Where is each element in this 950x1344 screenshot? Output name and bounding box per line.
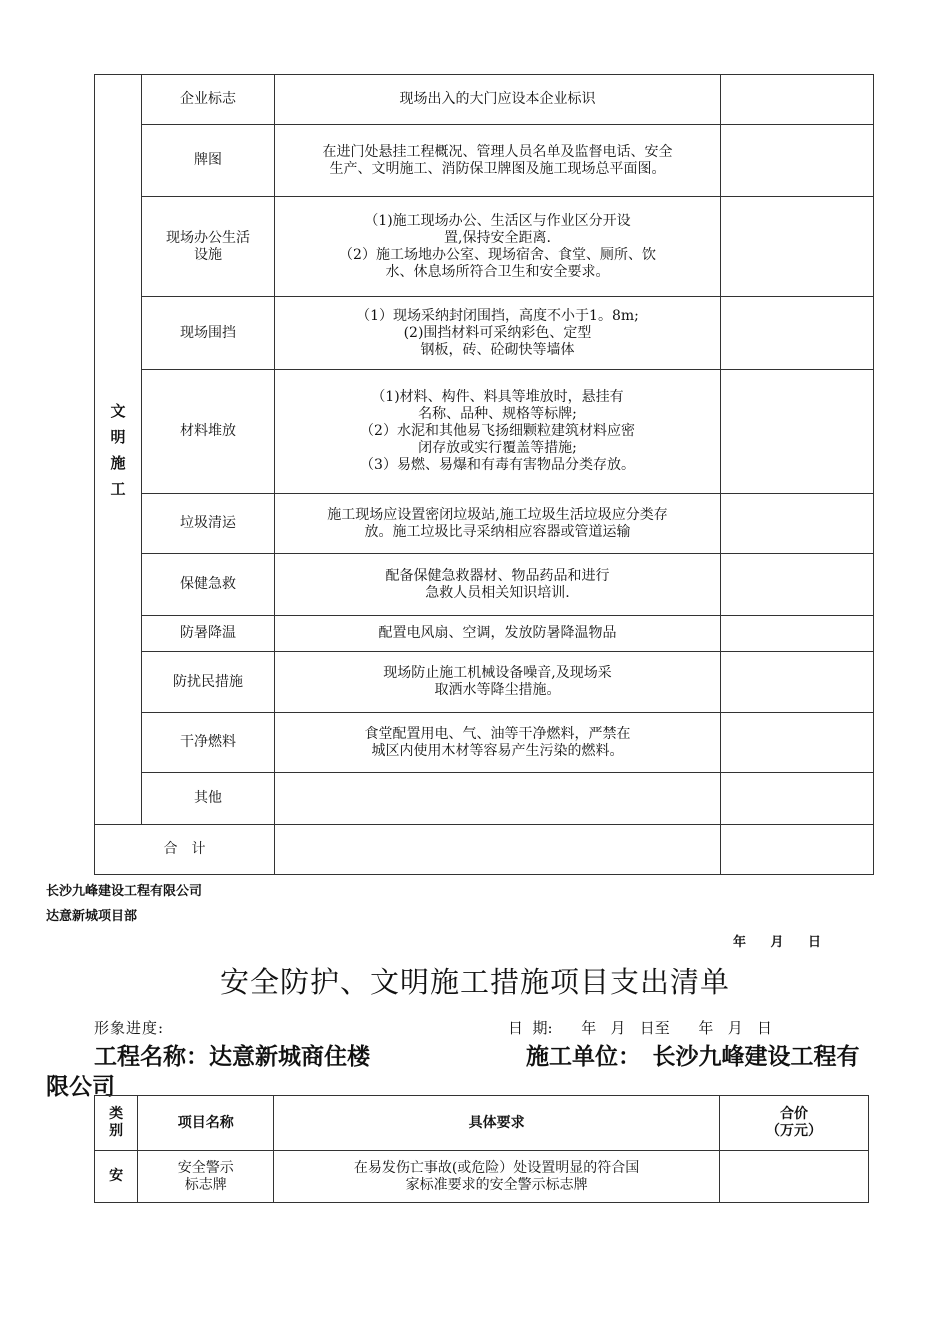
req-line: 闭存放或实行覆盖等措施;	[418, 440, 577, 456]
row-requirement	[274, 1151, 720, 1203]
category-char: 施	[110, 453, 126, 472]
header-requirement: 具体要求	[274, 1096, 720, 1151]
req-line: （2）施工场地办公室、现场宿舍、食堂、厕所、饮	[339, 246, 656, 263]
req-line: （1)施工现场办公、生活区与作业区分开设	[364, 212, 631, 229]
req-line: 食堂配置用电、气、油等干净燃料，严禁在	[364, 725, 631, 742]
price-cell	[721, 773, 874, 825]
req-line: 现场出入的大门应设本企业标识	[399, 91, 596, 107]
item-requirement	[275, 370, 721, 494]
item-requirement	[275, 554, 721, 616]
req-line: 配备保健急救器材、物品药品和进行	[385, 567, 610, 584]
req-line: 在易发伤亡事故(或危险）处设置明显的符合国	[353, 1159, 640, 1176]
item-name: 企业标志	[142, 75, 275, 125]
req-line: 名称、品种、规格等标牌;	[418, 406, 577, 422]
req-line: （1)材料、构件、料具等堆放时，悬挂有	[371, 389, 624, 405]
safety-expense-table	[94, 1095, 869, 1203]
category-char: 工	[110, 479, 126, 498]
item-name: 保健急救	[142, 554, 275, 616]
header-price	[720, 1096, 869, 1151]
item-requirement	[275, 197, 721, 297]
req-line: 取洒水等降尘措施。	[434, 682, 561, 698]
req-line: 置,保持安全距离.	[444, 229, 551, 246]
item-requirement	[275, 652, 721, 713]
name-line: 安全警示	[177, 1159, 234, 1176]
price-cell	[721, 370, 874, 494]
company-name: 长沙九峰建设工程有限公司	[46, 884, 203, 899]
item-requirement	[275, 713, 721, 773]
price-cell	[721, 713, 874, 773]
item-requirement	[275, 125, 721, 197]
price-cell	[721, 75, 874, 125]
item-requirement	[275, 297, 721, 370]
total-requirement	[275, 825, 721, 875]
civilized-construction-table	[94, 74, 874, 875]
price-header-line: （万元）	[766, 1123, 822, 1139]
row-item-name	[138, 1151, 274, 1203]
category-char: 明	[110, 427, 126, 446]
item-name: 干净燃料	[142, 713, 275, 773]
item-name: 防暑降温	[142, 616, 275, 652]
item-name: 其他	[142, 773, 275, 825]
project-name: 工程名称：达意新城商住楼	[94, 1044, 370, 1070]
sign-date: 年 月 日	[733, 935, 832, 950]
item-requirement	[275, 494, 721, 554]
price-cell	[721, 297, 874, 370]
item-name: 防扰民措施	[142, 652, 275, 713]
req-line: 现场防止施工机械设备噪音,及现场采	[383, 665, 612, 681]
item-name: 现场围挡	[142, 297, 275, 370]
req-line: 在进门处悬挂工程概况、管理人员名单及监督电话、安全	[322, 143, 673, 160]
row-price	[720, 1151, 869, 1203]
item-name: 材料堆放	[142, 370, 275, 494]
page-title: 安全防护、文明施工措施项目支出清单	[219, 965, 730, 999]
progress-label: 形象进度:	[94, 1019, 165, 1037]
item-requirement	[275, 616, 721, 652]
req-line: 急救人员相关知识培训.	[425, 584, 570, 601]
category-char: 文	[110, 401, 126, 420]
item-name: 垃圾清运	[142, 494, 275, 554]
date-period: 日 期: 年 月 日至 年 月 日	[508, 1019, 773, 1037]
price-cell	[721, 125, 874, 197]
req-line: 生产、文明施工、消防保卫牌图及施工现场总平面图。	[329, 160, 666, 177]
req-line: 水、休息场所符合卫生和安全要求。	[385, 263, 610, 280]
req-line: 家标准要求的安全警示标志牌	[405, 1176, 588, 1193]
price-cell	[721, 197, 874, 297]
construction-unit: 施工单位： 长沙九峰建设工程有	[526, 1044, 860, 1070]
item-name: 现场办公生活 设施	[142, 197, 275, 297]
header-item-name: 项目名称	[138, 1096, 274, 1151]
req-line: （2）水泥和其他易飞扬细颗粒建筑材料应密	[360, 423, 635, 439]
item-requirement	[275, 773, 721, 825]
req-line: （3）易燃、易爆和有毒有害物品分类存放。	[360, 457, 635, 473]
item-name: 牌图	[142, 125, 275, 197]
row-category: 安	[95, 1151, 138, 1203]
total-price	[721, 825, 874, 875]
name-line: 标志牌	[184, 1176, 227, 1193]
req-line: （1）现场采纳封闭围挡，高度不小于1。8m;	[356, 307, 639, 324]
req-line: (2)围挡材料可采纳彩色、定型	[403, 324, 592, 341]
price-cell	[721, 652, 874, 713]
req-line: 放。施工垃圾比寻采纳相应容器或管道运输	[364, 523, 631, 540]
category-cell	[95, 75, 142, 825]
price-cell	[721, 616, 874, 652]
req-line: 钢板，砖、砼砌快等墙体	[420, 341, 575, 358]
construction-unit-cont: 限公司	[46, 1074, 115, 1100]
price-cell	[721, 494, 874, 554]
price-cell	[721, 554, 874, 616]
req-line: 配置电风扇、空调，发放防暑降温物品	[378, 625, 617, 641]
header-category: 类 别	[95, 1096, 138, 1151]
project-dept: 达意新城项目部	[46, 909, 138, 924]
req-line: 施工现场应设置密闭垃圾站,施工垃圾生活垃圾应分类存	[327, 506, 668, 523]
total-label: 合 计	[95, 825, 275, 875]
item-requirement	[275, 75, 721, 125]
price-header-line: 合价	[780, 1106, 808, 1122]
req-line: 城区内使用木材等容易产生污染的燃料。	[371, 742, 624, 759]
